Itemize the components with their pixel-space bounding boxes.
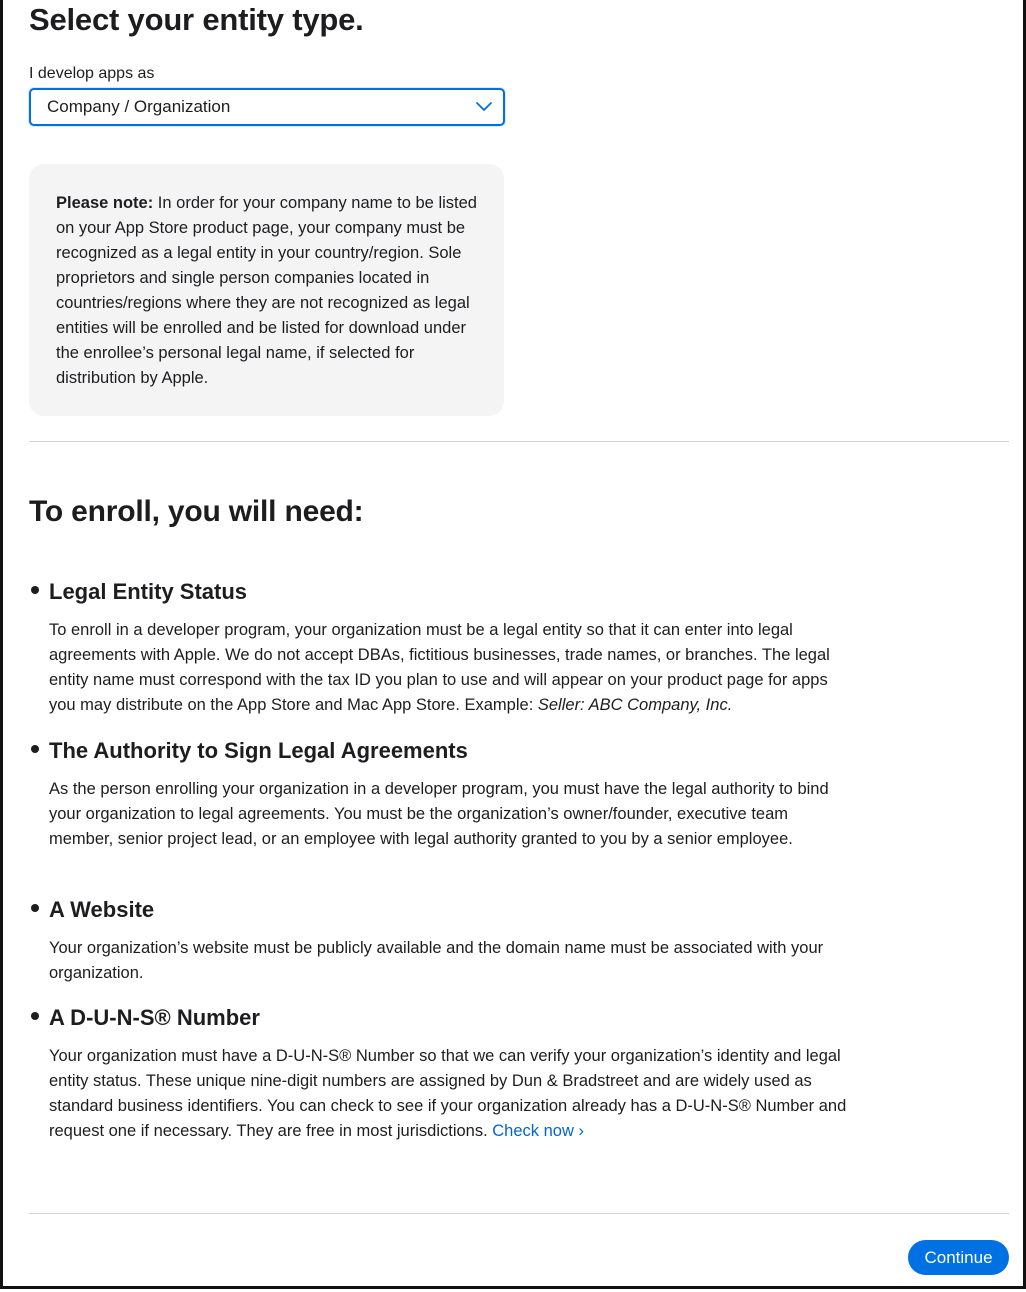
entity-type-select[interactable] [29,88,505,126]
example-text: Seller: ABC Company, Inc. [537,696,733,714]
note-box [29,164,504,416]
requirement-item-authority [29,729,849,888]
requirement-desc: Your organization must have a D-U-N-S® Number so that we can verify your organization’s identity and legal entity status. These unique nine-digit numbers are assigned by Dun & Bradstreet and are widely used as standard business identifiers. You can check to see if your organization already has a D-U-N-S® Number and request one if necessary. They are free in most jurisdictions. Check now › [49,1047,847,1140]
bullet-icon [31,1012,39,1020]
requirement-title: The Authority to Sign Legal Agreements [49,738,468,763]
requirement-desc: Your organization’s website must be publicly available and the domain name must be associated with your organization. [49,939,824,982]
chevron-down-icon [475,98,493,114]
bullet-icon [31,904,39,912]
entity-select-label: I develop apps as [29,65,155,82]
requirements-list [29,570,849,1144]
page-title: Select your entity type. [29,2,364,37]
divider [29,441,1009,442]
bullet-icon [31,745,39,753]
bullet-icon [31,586,39,594]
requirement-title: A D-U-N-S® Number [49,1005,260,1030]
note-text [56,191,478,391]
continue-button[interactable]: Continue [908,1240,1009,1275]
requirement-desc: To enroll in a developer program, your organization must be a legal entity so that it can enter into legal agreements with Apple. We do not accept DBAs, fictitious businesses, trade names, or branches. The legal entity name must correspond with the tax ID you plan to use and will appear on your product page for apps you may distribute on the App Store and Mac App Store. Example: Seller: ABC Company, Inc. [49,621,830,714]
requirement-title: A Website [49,897,155,922]
entity-select-value: Company / Organization [47,97,231,116]
check-now-link[interactable]: Check now › [492,1122,584,1140]
requirement-item-legal-entity [29,570,849,729]
requirement-item-website [29,888,849,996]
requirement-item-duns [29,996,849,1144]
requirements-title: To enroll, you will need: [29,495,364,528]
requirement-desc: As the person enrolling your organization in a developer program, you must have the legal authority to bind your organization to legal agreements. You must be the organization’s owner/founder, executive team member, senior project lead, or an employee with legal authority granted to you by a senior employee. [49,780,829,848]
note-label: Please note: [56,194,154,212]
note-body: In order for your company name to be listed on your App Store product page, your company must be recognized as a legal entity in your country/region. Sole proprietors and single person companies located in countries/regions where they are not recognized as legal entities will be enrolled and be listed for download under the enrollee’s personal legal name, if selected for distribution by Apple. [56,194,477,387]
footer-divider [29,1213,1009,1214]
requirement-title: Legal Entity Status [49,579,248,604]
